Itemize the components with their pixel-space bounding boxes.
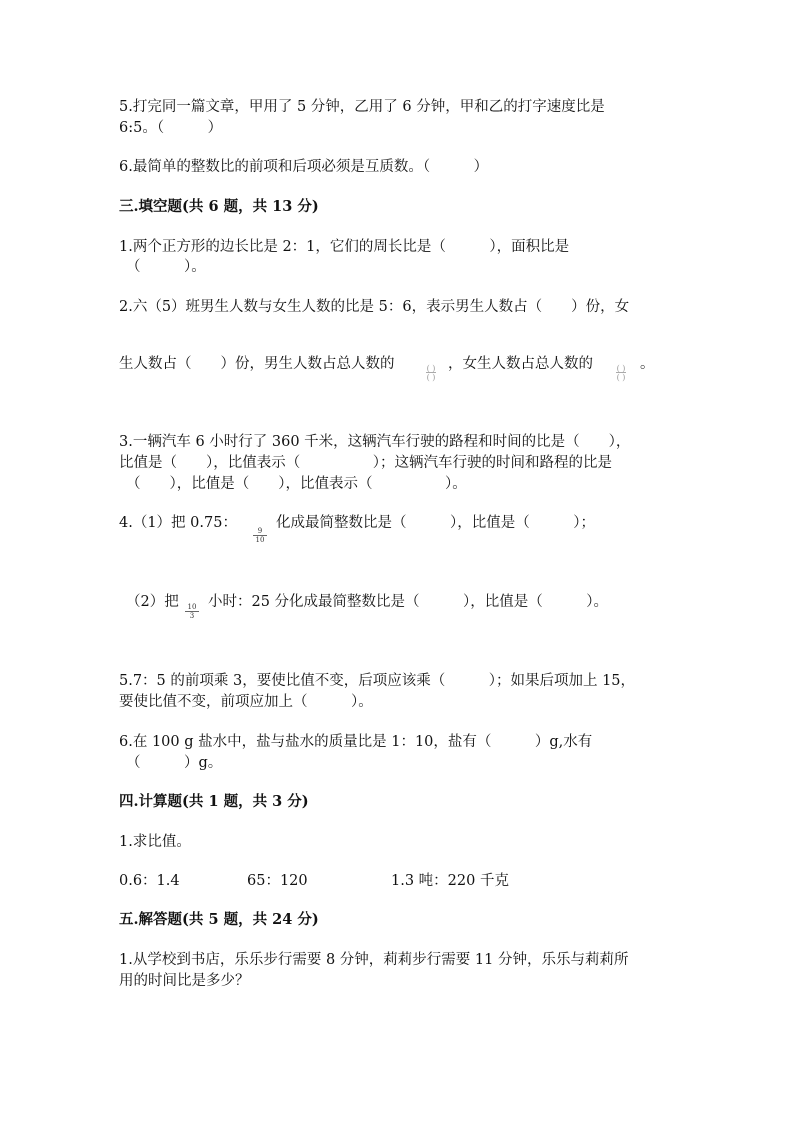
section-title: 四.计算题(共 1 题，共 3 分) [119,793,309,810]
question-text: （2）把 [126,594,179,610]
question-text: （ ）g。 [126,755,223,771]
question-text: 3.一辆汽车 6 小时行了 360 千米，这辆汽车行驶的路程和时间的比是（ ）， [119,434,631,450]
section-title: 三.填空题(共 6 题，共 13 分) [119,198,319,215]
fraction [253,527,267,544]
question-text: （ ），比值是（ ），比值表示（ ）。 [126,476,467,492]
question-text: 用的时间比是多少？ [119,973,250,989]
question-text: 6.最简单的整数比的前项和后项必须是互质数。（ ） [119,159,489,175]
section-title: 五.解答题(共 5 题，共 24 分) [119,911,319,928]
question-text: 1.求比值。 [119,834,191,850]
question-text: 要使比值不变，前项应加上（ ）。 [119,694,373,710]
fraction-numerator: 9 [253,527,267,536]
fraction-denominator: 3 [189,612,195,620]
calc-item: 65：120 [247,873,308,889]
calc-item: 1.3 吨：220 千克 [391,873,509,889]
question-text: 。 [640,356,655,372]
fraction-numerator: 10 [185,603,199,612]
fraction [185,603,199,620]
question-text: 比值是（ ），比值表示（ ）；这辆汽车行驶的时间和路程的比是 [119,455,612,471]
question-text: 4.（1）把 0.75： [119,515,237,531]
question-text: 5.7：5 的前项乘 3，要使比值不变，后项应该乘（ ）；如果后项加上 15， [119,673,636,689]
calc-item: 0.6：1.4 [119,873,180,889]
question-text: 2.六（5）班男生人数与女生人数的比是 5：6，表示男生人数占（ ）份，女 [119,299,630,315]
question-text: （ ）。 [126,259,206,275]
question-text: ，女生人数占总人数的 [448,356,593,372]
fraction-denominator: 10 [255,536,265,544]
question-text: 6:5。（ ） [119,120,223,136]
question-text: 小时：25 分化成最简整数比是（ ），比值是（ ）。 [208,594,609,610]
question-text: 1.两个正方形的边长比是 2：1，它们的周长比是（ ），面积比是 [119,239,570,255]
blank-fraction: ( ) ( ) [426,364,436,382]
question-text: 5.打完同一篇文章，甲用了 5 分钟，乙用了 6 分钟，甲和乙的打字速度比是 [119,99,605,115]
blank-fraction: ( ) ( ) [616,364,626,382]
question-text: 化成最简整数比是（ ），比值是（ ）； [276,515,595,531]
question-text: 生人数占（ ）份，男生人数占总人数的 [119,356,395,372]
question-text: 6.在 100 g 盐水中，盐与盐水的质量比是 1：10，盐有（ ）g,水有 [119,734,593,750]
question-text: 1.从学校到书店，乐乐步行需要 8 分钟，莉莉步行需要 11 分钟，乐乐与莉莉所 [119,952,629,968]
